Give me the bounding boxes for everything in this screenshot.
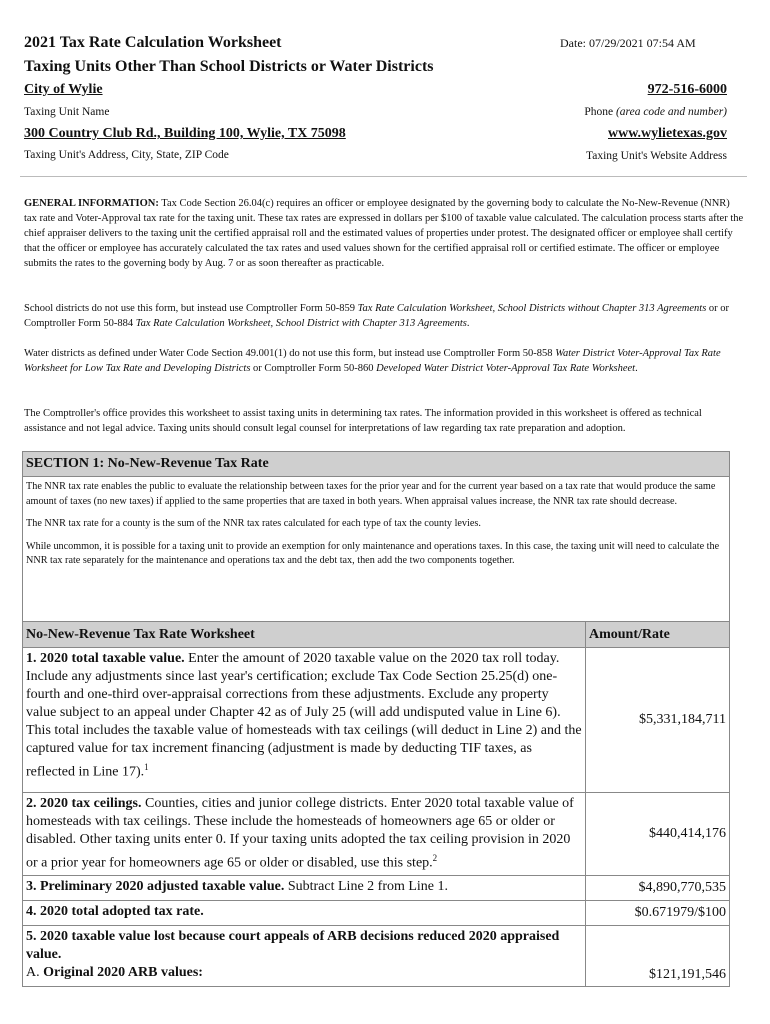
column-header-worksheet: No-New-Revenue Tax Rate Worksheet (23, 622, 586, 648)
line-3-description: 3. Preliminary 2020 adjusted taxable value. Subtract Line 2 from Line 1. (23, 875, 586, 900)
taxing-unit-address-label: Taxing Unit's Address, City, State, ZIP Code (24, 149, 229, 161)
header-divider (20, 176, 747, 177)
table-header-row (23, 622, 730, 648)
table-row-line-2 (23, 793, 730, 876)
taxing-unit-address: 300 Country Club Rd., Building 100, Wylie, TX 75098 (24, 126, 346, 141)
phone-number: 972-516-6000 (647, 82, 727, 97)
section-1-intro (22, 477, 730, 622)
table-row-line-4 (23, 900, 730, 925)
line-5a-amount: $121,191,546 (586, 925, 730, 986)
water-districts-note: Water districts as defined under Water Code Section 49.001(1) do not use this form, but instead use Comptroller Form 50-858 Water District Voter-Approval Tax Rate Worksheet for Low Tax Rate and Developing Districts or Comptroller Form 50-860 Developed Water District Voter-Approval Tax Rate Worksheet. (24, 348, 721, 374)
phone-label: Phone (area code and number) (584, 106, 727, 118)
line-4-description: 4. 2020 total adopted tax rate. (23, 900, 586, 925)
general-information: GENERAL INFORMATION: Tax Code Section 26.04(c) requires an officer or employee designated by the governing body to calculate the No-New-Revenue (NNR) tax rate and Voter-Approval tax rate for the taxing unit. These tax rates are expressed in dollars per $100 of taxable value calculated. The calculation process starts after the chief appraiser delivers to the taxing unit the certified appraisal roll and the estimated values of properties under protest. The designated officer or employee shall certify that the officer or employee has accurately calculated the tax rates and used values shown for the certified appraisal roll or certified estimate. The officer or employee submits the rates to the governing body by Aug. 7 or as soon thereafter as practicable. (24, 198, 744, 269)
taxing-unit-name: City of Wylie (24, 82, 103, 97)
line-1-amount: $5,331,184,711 (586, 648, 730, 793)
table-row-line-5 (23, 925, 730, 986)
comptroller-note: The Comptroller's office provides this worksheet to assist taxing units in determining tax rates. The information provided in this worksheet is offered as technical assistance and not legal advice. Taxing units should consult legal counsel for interpretations of law regarding tax rate preparation and adoption. (24, 408, 702, 434)
section-1-paragraph-1: The NNR tax rate enables the public to evaluate the relationship between taxes for the prior year and for the current year based on a tax rate that would produce the same amount of taxes (no new taxes) if applied to the same properties that are taxed in both years. When appraisal values increase, the NNR tax rate should decrease. (26, 481, 716, 507)
section-1-paragraph-2: The NNR tax rate for a county is the sum of the NNR tax rates calculated for each type of tax the county levies. (26, 518, 481, 529)
taxing-unit-name-label: Taxing Unit Name (24, 106, 110, 118)
worksheet-title: 2021 Tax Rate Calculation Worksheet (24, 34, 282, 51)
worksheet-subtitle: Taxing Units Other Than School Districts or Water Districts (24, 58, 434, 75)
line-3-amount: $4,890,770,535 (586, 875, 730, 900)
line-1-description: 1. 2020 total taxable value. Enter the amount of 2020 taxable value on the 2020 tax roll today. Include any adjustments since last year's certification; exclude Tax Code Section 25.25(d) one-fourth and one-third over-appraisal corrections from these adjustments. Exclude any property value subject to an appeal under Chapter 42 as of July 25 (will add undisputed value in Line 6). This total includes the taxable value of homesteads with tax ceilings (will deduct in Line 2) and the captured value for tax increment financing (adjustment is made by deducting TIF taxes, as reflected in Line 17).$^1$ (23, 648, 586, 793)
column-header-amount: Amount/Rate (586, 622, 730, 648)
school-districts-note: School districts do not use this form, but instead use Comptroller Form 50-859 Tax Rate Calculation Worksheet, School Districts without Chapter 313 Agreements or or Comptroller Form 50-884 Tax Rate Calculation Worksheet, School District with Chapter 313 Agreements. (24, 303, 730, 329)
line-2-description: 2. 2020 tax ceilings. Counties, cities and junior college districts. Enter 2020 total taxable value of homesteads with tax ceilings. These include the homesteads of homeowners age 65 or older or disabled. Other taxing units enter 0. If your taxing units adopted the tax ceiling provision in 2020 or a prior year for homeowners age 65 or older or disabled, use this step.$^2$ (23, 793, 586, 876)
line-2-amount: $440,414,176 (586, 793, 730, 876)
website: www.wylietexas.gov (608, 126, 727, 141)
line-4-amount: $0.671979/$100 (586, 900, 730, 925)
table-row-line-3 (23, 875, 730, 900)
worksheet-date: Date: 07/29/2021 07:54 AM (560, 36, 696, 50)
table-row-line-1 (23, 648, 730, 793)
nnr-worksheet-table (22, 621, 730, 987)
section-1-heading: SECTION 1: No-New-Revenue Tax Rate (22, 451, 730, 477)
line-5-description: 5. 2020 taxable value lost because court appeals of ARB decisions reduced 2020 appraised value. A. Original 2020 ARB values: (23, 925, 586, 986)
section-1-paragraph-3: While uncommon, it is possible for a taxing unit to provide an exemption for only maintenance and operations taxes. In this case, the taxing unit will need to calculate the NNR tax rate separately for the maintenance and operations tax and the debt tax, then add the two components together. (26, 540, 720, 566)
website-label: Taxing Unit's Website Address (586, 150, 727, 162)
